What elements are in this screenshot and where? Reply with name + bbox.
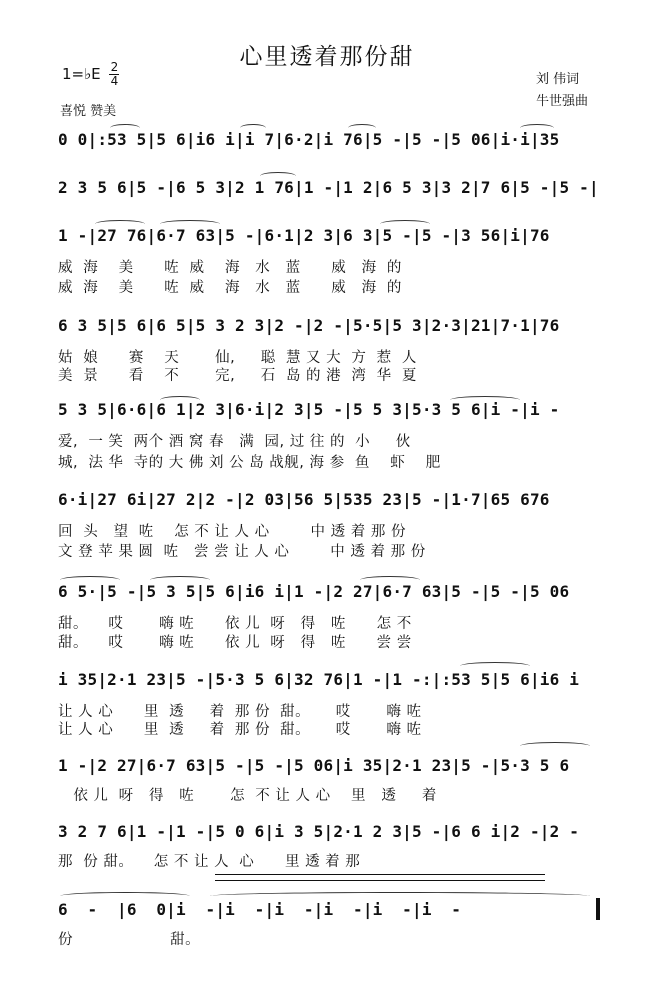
lyricist-credit: 刘 伟词: [536, 72, 580, 87]
time-signature: [109, 62, 119, 87]
notation-row-2: 2 3 5 6|5 -|6 5 3|2 1 76|1 -|1 2|6 5 3|3 2|7 6|5 -|5 -|: [58, 178, 599, 197]
slur: [460, 662, 530, 670]
slur: [110, 124, 140, 132]
sustain-line-2: [215, 880, 545, 881]
lyric-row-3-verse-2: 威 海 美 咗 威 海 水 蓝 威 海 的: [58, 280, 402, 296]
slur: [160, 220, 220, 228]
notation-row-1: 0 0|:53 5|5 6|i6 i|i 7|6·2|i 76|5 -|5 -|5 06|i·i|35: [58, 130, 560, 149]
lyric-row-5-verse-2: 城, 法 华 寺的 大 佛 刘 公 岛 战舰, 海 参 鱼 虾 肥: [58, 455, 441, 471]
notation-row-10: 3 2 7 6|1 -|1 -|5 0 6|i 3 5|2·1 2 3|5 -|6 6 i|2 -|2 -: [58, 822, 580, 841]
song-title: 心里透着那份甜: [239, 44, 415, 70]
key-signature: [62, 62, 119, 87]
slur: [210, 892, 590, 900]
notation-row-11: 6 - |6 0|i -|i -|i -|i -|i -|i -: [58, 900, 462, 919]
notation-row-4: 6 3 5|5 6|6 5|5 3 2 3|2 -|2 -|5·5|5 3|2·3|21|7·1|76: [58, 316, 560, 335]
final-barline: [596, 898, 600, 920]
slur: [60, 892, 190, 900]
notation-row-6: 6·i|27 6i|27 2|2 -|2 03|56 5|535 23|5 -|1·7|65 676: [58, 490, 550, 509]
slur: [150, 576, 210, 584]
slur: [360, 576, 420, 584]
slur: [60, 576, 120, 584]
lyric-row-6-verse-1: 回 头 望 咗 怎 不 让 人 心 中 透 着 那 份: [58, 524, 406, 540]
notation-row-7: 6 5·|5 -|5 3 5|5 6|i6 i|1 -|2 27|6·7 63|5 -|5 -|5 06: [58, 582, 570, 601]
lyric-row-8-verse-1: 让 人 心 里 透 着 那 份 甜。 哎 嗨 咗: [58, 704, 422, 720]
slur: [520, 742, 590, 750]
lyric-row-11: 份 甜。: [58, 932, 201, 948]
composer-credit: 牛世强曲: [536, 94, 589, 109]
slur: [240, 124, 266, 132]
slur: [380, 220, 430, 228]
slur: [260, 172, 296, 180]
time-bottom: 4: [110, 74, 119, 88]
sustain-line-1: [215, 874, 545, 875]
lyric-row-4-verse-2: 美 景 看 不 完, 石 岛 的 港 湾 华 夏: [58, 368, 417, 384]
lyric-row-10: 那 份 甜。 怎 不 让 人 心 里 透 着 那: [58, 854, 361, 870]
slur: [520, 124, 554, 132]
lyric-row-7-verse-2: 甜。 哎 嗨 咗 依 儿 呀 得 咗 尝 尝: [58, 635, 412, 651]
lyric-row-9: 依 儿 呀 得 咗 怎 不 让 人 心 里 透 着: [58, 788, 437, 804]
lyric-row-3-verse-1: 威 海 美 咗 威 海 水 蓝 威 海 的: [58, 260, 402, 276]
notation-row-8: i 35|2·1 23|5 -|5·3 5 6|32 76|1 -|1 -:|:53 5|5 6|i6 i: [58, 670, 580, 689]
lyric-row-7-verse-1: 甜。 哎 嗨 咗 依 儿 呀 得 咗 怎 不: [58, 616, 412, 632]
slur: [450, 396, 520, 404]
key-label: 1=♭E: [62, 65, 101, 83]
notation-row-9: 1 -|2 27|6·7 63|5 -|5 -|5 06|i 35|2·1 23|5 -|5·3 5 6: [58, 756, 570, 775]
slur: [95, 220, 145, 228]
notation-row-3: 1 -|27 76|6·7 63|5 -|6·1|2 3|6 3|5 -|5 -|3 56|i|76: [58, 226, 550, 245]
mood-marking: 喜悦 赞美: [60, 104, 117, 119]
lyric-row-5-verse-1: 爱, 一 笑 两个 酒 窝 春 满 园, 过 往 的 小 伙: [58, 434, 411, 450]
lyric-row-8-verse-2: 让 人 心 里 透 着 那 份 甜。 哎 嗨 咗: [58, 722, 422, 738]
lyric-row-4-verse-1: 姑 娘 赛 天 仙, 聪 慧 又 大 方 惹 人: [58, 350, 417, 366]
slur: [160, 396, 200, 404]
lyric-row-6-verse-2: 文 登 苹 果 圆 咗 尝 尝 让 人 心 中 透 着 那 份: [58, 544, 426, 560]
time-top: 2: [110, 60, 119, 74]
slur: [348, 124, 376, 132]
notation-row-5: 5 3 5|6·6|6 1|2 3|6·i|2 3|5 -|5 5 3|5·3 5 6|i -|i -: [58, 400, 560, 419]
